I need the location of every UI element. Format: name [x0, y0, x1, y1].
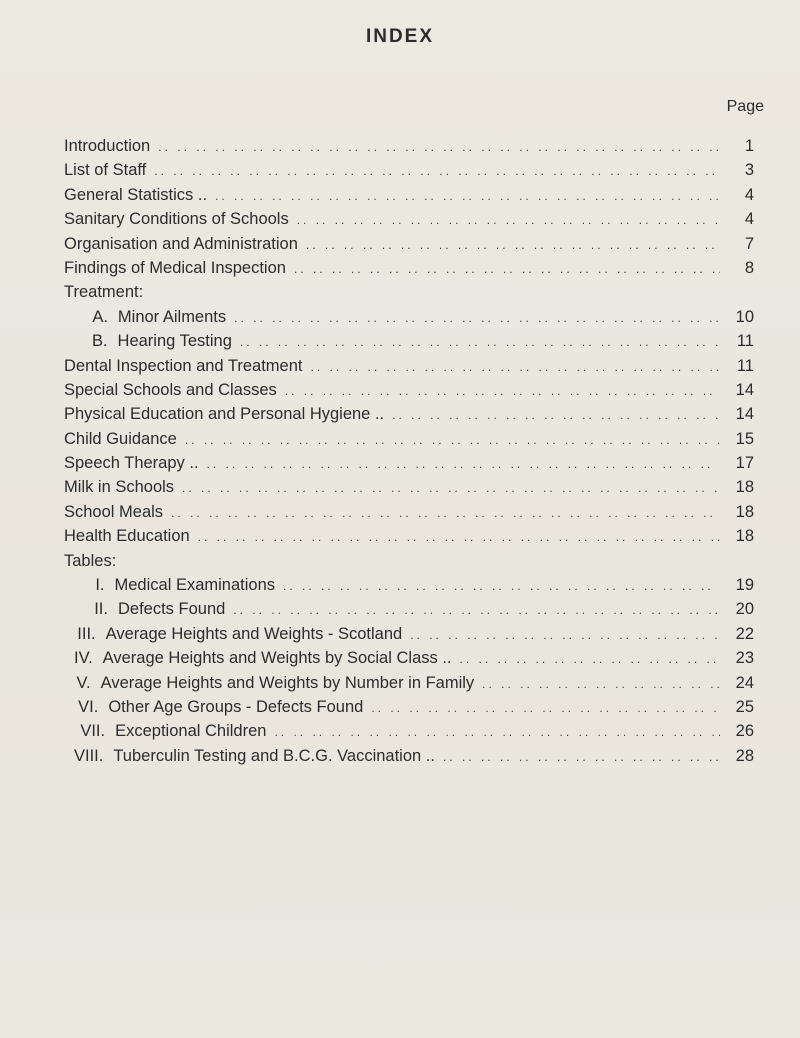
- toc-entry-page: 20: [735, 600, 754, 619]
- toc-entry: [64, 235, 754, 259]
- toc-subentry: [64, 674, 754, 698]
- toc-leader-dots: [285, 384, 720, 398]
- table-of-contents: [64, 137, 754, 771]
- toc-heading-label: Treatment:: [64, 283, 144, 302]
- toc-entry-label: Physical Education and Personal Hygiene ..: [64, 405, 385, 424]
- toc-entry-label: Dental Inspection and Treatment: [64, 356, 303, 375]
- toc-entry-page: 15: [735, 429, 754, 448]
- page-title: INDEX: [365, 26, 435, 47]
- toc-entry-page: 3: [744, 161, 754, 180]
- toc-entry-page: 1: [744, 137, 754, 155]
- toc-leader-dots: [297, 213, 720, 227]
- toc-entry-page: 18: [735, 527, 754, 546]
- toc-entry: [64, 137, 754, 161]
- toc-leader-dots: [306, 238, 720, 252]
- toc-entry-page: 28: [735, 746, 754, 765]
- toc-entry-page: 10: [735, 307, 754, 326]
- toc-entry-page: 26: [735, 722, 754, 741]
- toc-entry: [64, 186, 754, 210]
- toc-leader-dots: [371, 701, 720, 715]
- toc-entry-page: 8: [744, 258, 754, 277]
- toc-entry-page: 14: [735, 380, 754, 399]
- toc-leader-dots: [207, 457, 720, 471]
- toc-leader-dots: [182, 481, 720, 495]
- toc-subentry-number: V.: [76, 673, 91, 692]
- toc-leader-dots: [215, 189, 720, 203]
- toc-leader-dots: [443, 750, 720, 764]
- toc-entry: [64, 527, 754, 551]
- toc-entry-page: 24: [735, 673, 754, 692]
- toc-leader-dots: [234, 311, 720, 325]
- toc-subentry-number: VI.: [78, 697, 99, 716]
- toc-subentry: [64, 698, 754, 722]
- toc-subentry-number: I.: [95, 576, 105, 595]
- toc-entry-label: Organisation and Administration: [64, 234, 298, 253]
- toc-entry-page: 22: [735, 624, 754, 643]
- toc-leader-dots: [274, 725, 720, 739]
- toc-entry-label: General Statistics ..: [64, 185, 208, 204]
- toc-subentry: [64, 649, 754, 673]
- toc-entry-label: School Meals: [64, 502, 164, 521]
- toc-entry-label: List of Staff: [64, 161, 147, 180]
- toc-section-heading: [64, 552, 754, 576]
- toc-subentry: [64, 308, 754, 332]
- page-column-heading: Page: [726, 98, 764, 115]
- toc-entry-page: 19: [735, 576, 754, 595]
- toc-leader-dots: [154, 164, 720, 178]
- toc-entry-label: Hearing Testing: [117, 332, 232, 351]
- toc-entry-label: Health Education: [64, 527, 190, 546]
- toc-leader-dots: [294, 262, 720, 276]
- toc-entry-page: 18: [735, 502, 754, 521]
- toc-leader-dots: [392, 408, 720, 422]
- toc-leader-dots: [283, 579, 720, 593]
- toc-leader-dots: [240, 335, 720, 349]
- toc-entry-page: 4: [744, 185, 754, 204]
- toc-leader-dots: [310, 360, 720, 374]
- toc-leader-dots: [410, 628, 720, 642]
- toc-entry-label: Special Schools and Classes: [64, 380, 277, 399]
- toc-section-heading: [64, 283, 754, 307]
- toc-entry-page: 23: [735, 649, 754, 668]
- toc-entry-label: Sanitary Conditions of Schools: [64, 210, 289, 229]
- toc-leader-dots: [198, 530, 720, 544]
- toc-entry-page: 7: [744, 234, 754, 253]
- toc-entry-label: Introduction: [64, 137, 151, 155]
- toc-entry-label: Speech Therapy ..: [64, 454, 199, 473]
- toc-subentry: [64, 576, 754, 600]
- toc-entry: [64, 405, 754, 429]
- toc-entry-label: Tuberculin Testing and B.C.G. Vaccination ..: [113, 746, 435, 765]
- toc-entry: [64, 259, 754, 283]
- toc-subentry: [64, 625, 754, 649]
- toc-entry-label: Medical Examinations: [114, 576, 276, 595]
- toc-entry-label: Child Guidance: [64, 429, 177, 448]
- toc-heading-label: Tables:: [64, 551, 117, 570]
- toc-entry: [64, 454, 754, 478]
- toc-entry: [64, 503, 754, 527]
- toc-subentry: [64, 747, 754, 771]
- toc-entry-page: 4: [744, 210, 754, 229]
- toc-entry: [64, 430, 754, 454]
- toc-leader-dots: [482, 677, 720, 691]
- toc-leader-dots: [171, 506, 720, 520]
- toc-leader-dots: [460, 652, 721, 666]
- toc-subentry: [64, 332, 754, 356]
- toc-entry-label: Average Heights and Weights by Number in Family: [100, 673, 475, 692]
- toc-subentry-number: II.: [94, 600, 108, 619]
- toc-entry-label: Findings of Medical Inspection: [64, 258, 286, 277]
- toc-leader-dots: [233, 603, 720, 617]
- toc-leader-dots: [185, 433, 720, 447]
- toc-entry-label: Milk in Schools: [64, 478, 175, 497]
- toc-subentry: [64, 600, 754, 624]
- toc-leader-dots: [158, 140, 720, 154]
- toc-subentry-number: VIII.: [74, 746, 104, 765]
- toc-subentry-number: VII.: [80, 722, 106, 741]
- toc-entry-label: Average Heights and Weights by Social Class ..: [102, 649, 452, 668]
- toc-subentry-number: A.: [92, 307, 108, 326]
- toc-entry-label: Exceptional Children: [115, 722, 267, 741]
- toc-entry: [64, 381, 754, 405]
- toc-entry-page: 11: [736, 332, 754, 351]
- toc-subentry: [64, 722, 754, 746]
- toc-entry-page: 25: [735, 697, 754, 716]
- toc-entry-label: Other Age Groups - Defects Found: [108, 697, 364, 716]
- toc-entry: [64, 478, 754, 502]
- toc-entry-label: Minor Ailments: [117, 307, 227, 326]
- toc-entry-label: Defects Found: [117, 600, 226, 619]
- toc-subentry-number: B.: [91, 332, 108, 351]
- toc-entry-label: Average Heights and Weights - Scotland: [105, 624, 403, 643]
- toc-entry: [64, 357, 754, 381]
- toc-entry-page: 17: [735, 454, 754, 473]
- toc-entry-page: 11: [736, 356, 754, 375]
- toc-entry: [64, 210, 754, 234]
- toc-entry-page: 14: [735, 405, 754, 424]
- toc-entry-page: 18: [735, 478, 754, 497]
- toc-subentry-number: IV.: [74, 649, 93, 668]
- toc-entry: [64, 161, 754, 185]
- toc-subentry-number: III.: [77, 624, 96, 643]
